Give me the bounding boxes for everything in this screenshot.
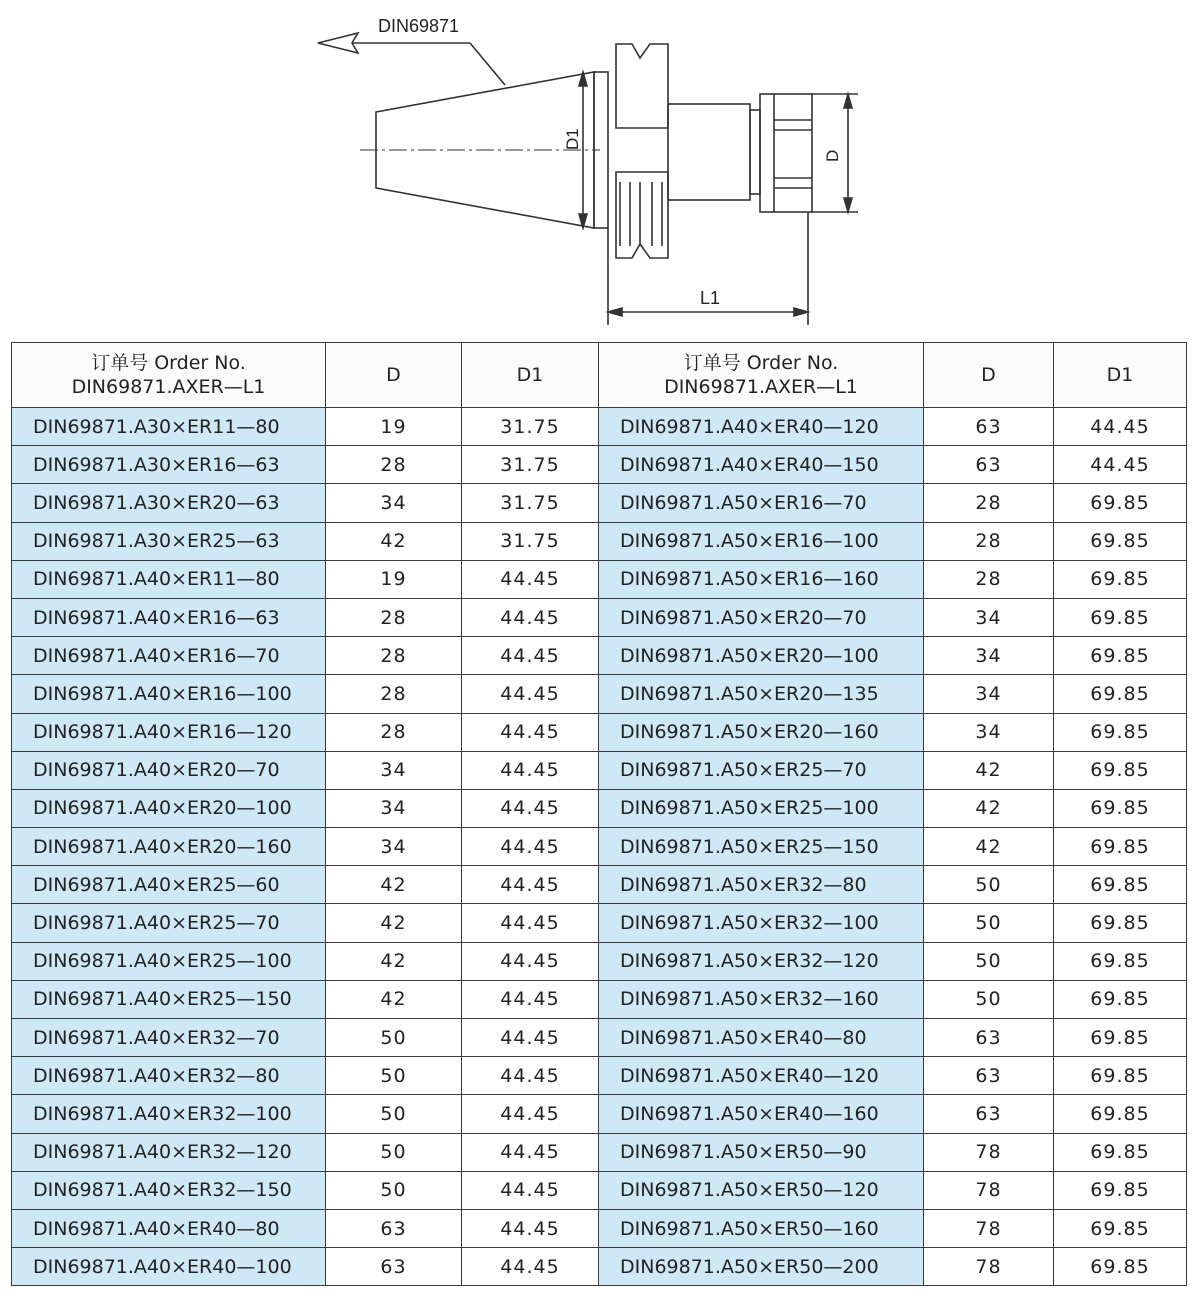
table-row: [12, 1248, 1187, 1286]
right-d-value: 50: [924, 866, 1054, 904]
right-d-value: 63: [924, 1019, 1054, 1057]
left-d-value: 50: [326, 1057, 462, 1095]
left-d1-value: 44.45: [462, 675, 599, 713]
right-d1-value: 69.85: [1054, 942, 1187, 980]
table-row: [12, 408, 1187, 446]
dim-d-label: D: [823, 149, 842, 162]
left-d-value: 34: [326, 789, 462, 827]
table-row: [12, 828, 1187, 866]
right-d-value: 34: [924, 598, 1054, 636]
table-row: [12, 1019, 1187, 1057]
right-order-no: DIN69871.A50×ER50—120: [599, 1171, 924, 1209]
left-order-no: DIN69871.A40×ER40—80: [12, 1209, 326, 1247]
right-d1-value: 69.85: [1054, 866, 1187, 904]
right-d1-value: 44.45: [1054, 408, 1187, 446]
table-row: [12, 1209, 1187, 1247]
right-d1-value: 69.85: [1054, 1171, 1187, 1209]
table-row: [12, 1171, 1187, 1209]
table-row: [12, 522, 1187, 560]
header-order-line1: 订单号 Order No.: [91, 352, 246, 374]
header-d1: D1: [462, 343, 599, 408]
left-d-value: 63: [326, 1248, 462, 1286]
left-d1-value: 44.45: [462, 866, 599, 904]
right-order-no: DIN69871.A50×ER32—80: [599, 866, 924, 904]
table-row: [12, 713, 1187, 751]
left-order-no: DIN69871.A40×ER16—70: [12, 637, 326, 675]
v-flange-bottom: [616, 172, 668, 258]
left-order-no: DIN69871.A40×ER16—63: [12, 598, 326, 636]
left-d1-value: 44.45: [462, 942, 599, 980]
right-d-value: 34: [924, 675, 1054, 713]
left-order-no: DIN69871.A40×ER32—120: [12, 1133, 326, 1171]
right-d1-value: 69.85: [1054, 904, 1187, 942]
left-d-value: 19: [326, 560, 462, 598]
left-d1-value: 44.45: [462, 828, 599, 866]
left-d1-value: 44.45: [462, 1095, 599, 1133]
right-d1-value: 69.85: [1054, 637, 1187, 675]
table-row: [12, 904, 1187, 942]
header-order-line1: 订单号 Order No.: [683, 352, 839, 374]
left-d1-value: 31.75: [462, 446, 599, 484]
left-d1-value: 31.75: [462, 522, 599, 560]
table-row: [12, 1057, 1187, 1095]
dim-l1-label: L1: [700, 288, 721, 308]
right-d1-value: 69.85: [1054, 1095, 1187, 1133]
table-row: [12, 866, 1187, 904]
left-order-no: DIN69871.A40×ER25—70: [12, 904, 326, 942]
header-order-line2: DIN69871.AXER—L1: [71, 376, 266, 398]
right-order-no: DIN69871.A50×ER25—100: [599, 789, 924, 827]
left-d-value: 50: [326, 1019, 462, 1057]
collet-nut: [760, 94, 812, 212]
left-d-value: 42: [326, 904, 462, 942]
right-d1-value: 69.85: [1054, 1248, 1187, 1286]
table-row: [12, 751, 1187, 789]
neck: [668, 104, 750, 200]
right-order-no: DIN69871.A50×ER20—100: [599, 637, 924, 675]
right-order-no: DIN69871.A50×ER20—135: [599, 675, 924, 713]
right-d-value: 42: [924, 751, 1054, 789]
left-d-value: 28: [326, 598, 462, 636]
standard-label: DIN69871: [378, 16, 460, 36]
header-d: D: [326, 343, 462, 408]
header-d1-right: D1: [1054, 343, 1187, 408]
left-order-no: DIN69871.A40×ER25—100: [12, 942, 326, 980]
right-d-value: 42: [924, 789, 1054, 827]
table-row: [12, 484, 1187, 522]
right-d1-value: 69.85: [1054, 598, 1187, 636]
spec-table: [11, 342, 1187, 1286]
right-d-value: 50: [924, 980, 1054, 1018]
left-order-no: DIN69871.A40×ER32—150: [12, 1171, 326, 1209]
header-order-no-right: [599, 343, 924, 408]
left-d1-value: 31.75: [462, 484, 599, 522]
left-order-no: DIN69871.A30×ER11—80: [12, 408, 326, 446]
right-order-no: DIN69871.A50×ER25—150: [599, 828, 924, 866]
right-d1-value: 69.85: [1054, 1019, 1187, 1057]
right-d-value: 28: [924, 484, 1054, 522]
right-order-no: DIN69871.A50×ER40—120: [599, 1057, 924, 1095]
table-body: [12, 408, 1187, 1286]
right-d1-value: 69.85: [1054, 1057, 1187, 1095]
tool-holder-drawing: [0, 0, 1200, 335]
left-d-value: 28: [326, 713, 462, 751]
right-d-value: 50: [924, 904, 1054, 942]
left-d-value: 28: [326, 446, 462, 484]
header-order-line2: DIN69871.AXER—L1: [664, 376, 858, 398]
right-d-value: 63: [924, 408, 1054, 446]
dim-d1-label: D1: [563, 128, 582, 150]
right-d-value: 34: [924, 713, 1054, 751]
right-d1-value: 69.85: [1054, 1133, 1187, 1171]
right-order-no: DIN69871.A40×ER40—120: [599, 408, 924, 446]
right-d-value: 78: [924, 1209, 1054, 1247]
right-d1-value: 69.85: [1054, 713, 1187, 751]
left-order-no: DIN69871.A40×ER25—150: [12, 980, 326, 1018]
right-order-no: DIN69871.A40×ER40—150: [599, 446, 924, 484]
right-d-value: 78: [924, 1171, 1054, 1209]
right-order-no: DIN69871.A50×ER50—90: [599, 1133, 924, 1171]
right-d1-value: 44.45: [1054, 446, 1187, 484]
table-row: [12, 789, 1187, 827]
left-order-no: DIN69871.A40×ER20—100: [12, 789, 326, 827]
right-order-no: DIN69871.A50×ER20—160: [599, 713, 924, 751]
right-order-no: DIN69871.A50×ER25—70: [599, 751, 924, 789]
right-d1-value: 69.85: [1054, 751, 1187, 789]
left-order-no: DIN69871.A30×ER16—63: [12, 446, 326, 484]
left-d1-value: 44.45: [462, 789, 599, 827]
right-d-value: 78: [924, 1248, 1054, 1286]
left-d1-value: 44.45: [462, 751, 599, 789]
right-d1-value: 69.85: [1054, 484, 1187, 522]
left-order-no: DIN69871.A40×ER40—100: [12, 1248, 326, 1286]
left-d-value: 42: [326, 522, 462, 560]
right-d-value: 63: [924, 1095, 1054, 1133]
left-order-no: DIN69871.A40×ER20—160: [12, 828, 326, 866]
left-order-no: DIN69871.A40×ER25—60: [12, 866, 326, 904]
left-d-value: 42: [326, 866, 462, 904]
left-d1-value: 44.45: [462, 637, 599, 675]
table-row: [12, 598, 1187, 636]
left-d-value: 19: [326, 408, 462, 446]
right-order-no: DIN69871.A50×ER40—160: [599, 1095, 924, 1133]
right-d1-value: 69.85: [1054, 1209, 1187, 1247]
right-d-value: 63: [924, 446, 1054, 484]
right-order-no: DIN69871.A50×ER32—100: [599, 904, 924, 942]
left-d1-value: 44.45: [462, 1171, 599, 1209]
left-d1-value: 44.45: [462, 1057, 599, 1095]
left-order-no: DIN69871.A30×ER20—63: [12, 484, 326, 522]
left-d1-value: 44.45: [462, 904, 599, 942]
right-order-no: DIN69871.A50×ER20—70: [599, 598, 924, 636]
v-flange-top: [616, 44, 668, 128]
right-order-no: DIN69871.A50×ER40—80: [599, 1019, 924, 1057]
left-order-no: DIN69871.A40×ER20—70: [12, 751, 326, 789]
table-row: [12, 1133, 1187, 1171]
left-d-value: 50: [326, 1133, 462, 1171]
right-d-value: 28: [924, 522, 1054, 560]
right-order-no: DIN69871.A50×ER16—100: [599, 522, 924, 560]
right-d1-value: 69.85: [1054, 789, 1187, 827]
left-d-value: 50: [326, 1095, 462, 1133]
leader-diagonal: [470, 43, 505, 85]
header-order-no: [12, 343, 326, 408]
table-row: [12, 1095, 1187, 1133]
right-order-no: DIN69871.A50×ER16—160: [599, 560, 924, 598]
left-d-value: 34: [326, 828, 462, 866]
right-d1-value: 69.85: [1054, 560, 1187, 598]
left-order-no: DIN69871.A40×ER32—100: [12, 1095, 326, 1133]
left-order-no: DIN69871.A30×ER25—63: [12, 522, 326, 560]
right-d-value: 34: [924, 637, 1054, 675]
header-d-right: D: [924, 343, 1054, 408]
right-d1-value: 69.85: [1054, 675, 1187, 713]
right-order-no: DIN69871.A50×ER50—200: [599, 1248, 924, 1286]
leader-arrow-icon: [318, 33, 358, 53]
table-row: [12, 446, 1187, 484]
left-d1-value: 44.45: [462, 980, 599, 1018]
right-order-no: DIN69871.A50×ER32—120: [599, 942, 924, 980]
table-row: [12, 675, 1187, 713]
left-d-value: 50: [326, 1171, 462, 1209]
left-d1-value: 44.45: [462, 560, 599, 598]
right-order-no: DIN69871.A50×ER16—70: [599, 484, 924, 522]
right-d-value: 50: [924, 942, 1054, 980]
left-d1-value: 44.45: [462, 1019, 599, 1057]
left-d-value: 42: [326, 942, 462, 980]
right-d1-value: 69.85: [1054, 522, 1187, 560]
left-d1-value: 44.45: [462, 713, 599, 751]
right-order-no: DIN69871.A50×ER32—160: [599, 980, 924, 1018]
right-d1-value: 69.85: [1054, 980, 1187, 1018]
left-order-no: DIN69871.A40×ER32—70: [12, 1019, 326, 1057]
left-order-no: DIN69871.A40×ER16—120: [12, 713, 326, 751]
left-d-value: 28: [326, 637, 462, 675]
left-d-value: 63: [326, 1209, 462, 1247]
left-d-value: 34: [326, 484, 462, 522]
left-d1-value: 44.45: [462, 1209, 599, 1247]
table-header-row: [12, 343, 1187, 408]
left-d1-value: 44.45: [462, 1248, 599, 1286]
left-d1-value: 44.45: [462, 598, 599, 636]
left-order-no: DIN69871.A40×ER32—80: [12, 1057, 326, 1095]
right-d-value: 42: [924, 828, 1054, 866]
left-order-no: DIN69871.A40×ER16—100: [12, 675, 326, 713]
table-row: [12, 637, 1187, 675]
left-order-no: DIN69871.A40×ER11—80: [12, 560, 326, 598]
table-row: [12, 942, 1187, 980]
left-d-value: 28: [326, 675, 462, 713]
table-row: [12, 560, 1187, 598]
left-d1-value: 31.75: [462, 408, 599, 446]
right-d-value: 63: [924, 1057, 1054, 1095]
right-d1-value: 69.85: [1054, 828, 1187, 866]
table-row: [12, 980, 1187, 1018]
left-d1-value: 44.45: [462, 1133, 599, 1171]
left-d-value: 34: [326, 751, 462, 789]
left-d-value: 42: [326, 980, 462, 1018]
right-order-no: DIN69871.A50×ER50—160: [599, 1209, 924, 1247]
right-d-value: 78: [924, 1133, 1054, 1171]
right-d-value: 28: [924, 560, 1054, 598]
